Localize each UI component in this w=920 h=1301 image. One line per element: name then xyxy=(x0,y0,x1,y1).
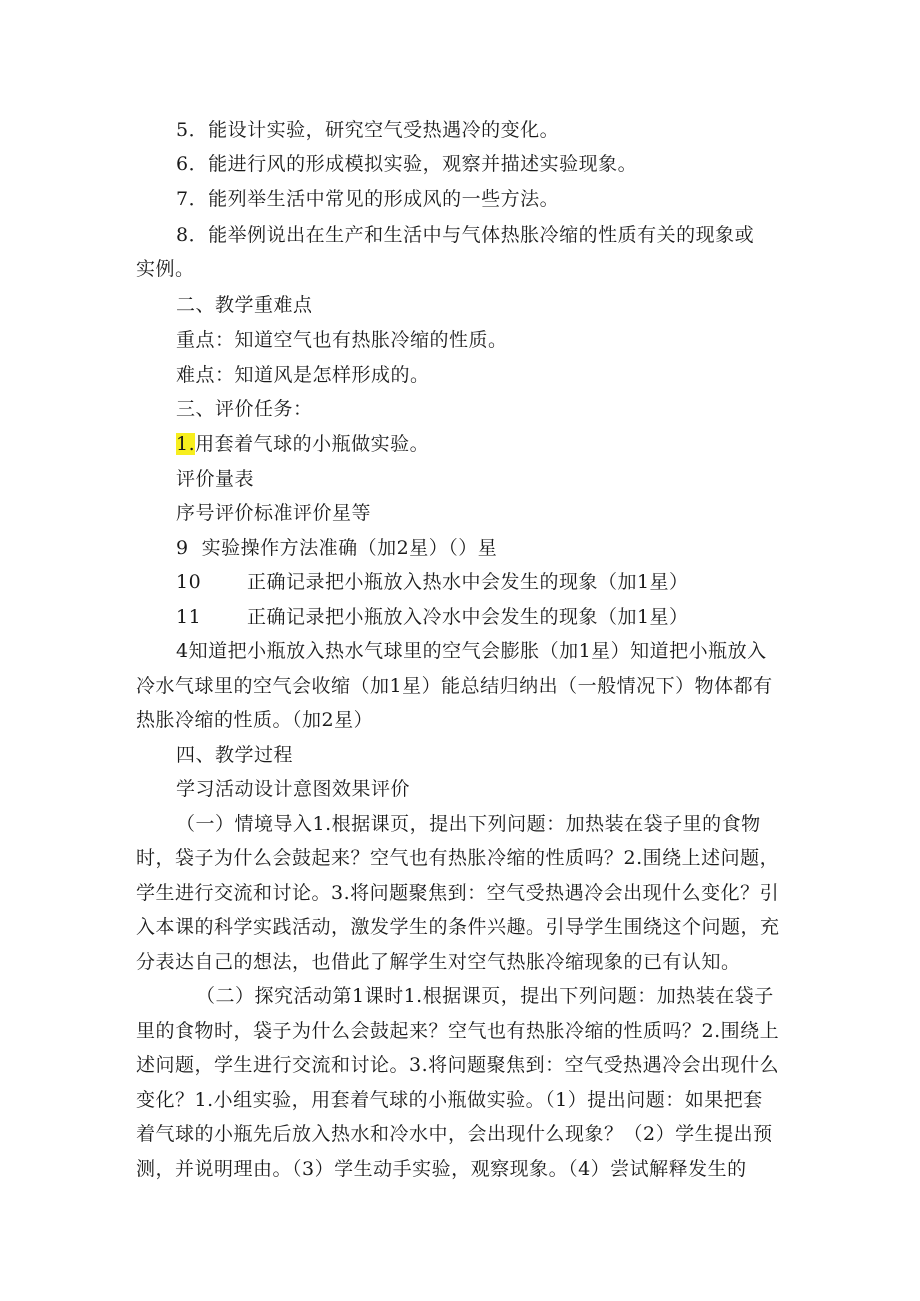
objective-6: 6．能进行风的形成模拟实验，观察并描述实验现象。 xyxy=(176,153,638,175)
rubric-header: 序号评价标准评价星等 xyxy=(176,502,372,524)
rubric-row-4-line2: 冷水气球里的空气会收缩（加1星）能总结归纳出（一般情况下）物体都有 xyxy=(136,675,773,697)
section-heading-difficulties: 二、教学重难点 xyxy=(176,294,313,316)
rubric-title: 评价量表 xyxy=(176,468,255,490)
para2-line2: 里的食物时，袋子为什么会鼓起来？空气也有热胀冷缩的性质吗？2.围绕上 xyxy=(136,1020,780,1042)
para1-line3: 学生进行交流和讨论。3.将问题聚焦到：空气受热遇冷会出现什么变化？引 xyxy=(136,882,780,904)
rubric-row-4-line1: 4知道把小瓶放入热水气球里的空气会膨胀（加1星）知道把小瓶放入 xyxy=(176,640,767,662)
process-table-header: 学习活动设计意图效果评价 xyxy=(176,778,411,800)
objective-8-cont: 实例。 xyxy=(136,258,195,280)
rubric-row-10: 10 正确记录把小瓶放入热水中会发生的现象（加1星） xyxy=(176,571,689,593)
objective-7: 7．能列举生活中常见的形成风的一些方法。 xyxy=(176,188,560,210)
para2-line4: 变化？1.小组实验，用套着气球的小瓶做实验。（1）提出问题：如果把套 xyxy=(136,1089,763,1111)
section-heading-evaluation: 三、评价任务： xyxy=(176,398,313,420)
objective-5: 5．能设计实验，研究空气受热遇冷的变化。 xyxy=(176,119,560,141)
objective-8: 8．能举例说出在生产和生活中与气体热胀冷缩的性质有关的现象或 xyxy=(176,224,755,246)
para1-line2: 时，袋子为什么会鼓起来？空气也有热胀冷缩的性质吗？2.围绕上述问题， xyxy=(136,847,780,869)
evaluation-task-1 xyxy=(176,431,429,457)
para2-line1: （二）探究活动第1课时1.根据课页，提出下列问题：加热装在袋子 xyxy=(196,985,774,1007)
highlighted-task-number: 1. xyxy=(176,433,196,455)
para1-line1: （一）情境导入1.根据课页，提出下列问题：加热装在袋子里的食物 xyxy=(176,813,761,835)
rubric-row-4-line3: 热胀冷缩的性质。（加2星） xyxy=(136,709,374,731)
para2-line6: 测，并说明理由。（3）学生动手实验，观察现象。（4）尝试解释发生的 xyxy=(136,1158,747,1180)
para2-line3: 述问题，学生进行交流和讨论。3.将问题聚焦到：空气受热遇冷会出现什么 xyxy=(136,1054,780,1076)
rubric-row-9: 9 实验操作方法准确（加2星）（）星 xyxy=(176,537,498,559)
section-heading-process: 四、教学过程 xyxy=(176,744,294,766)
rubric-row-11: 11 正确记录把小瓶放入冷水中会发生的现象（加1星） xyxy=(176,606,689,628)
task-text: 用套着气球的小瓶做实验。 xyxy=(195,433,430,455)
key-point: 重点：知道空气也有热胀冷缩的性质。 xyxy=(176,329,508,351)
difficulty-point: 难点：知道风是怎样形成的。 xyxy=(176,364,430,386)
para1-line5: 分表达自己的想法，也借此了解学生对空气热胀冷缩现象的已有认知。 xyxy=(136,951,741,973)
para2-line5: 着气球的小瓶先后放入热水和冷水中，会出现什么现象？（2）学生提出预 xyxy=(136,1123,773,1145)
para1-line4: 入本课的科学实践活动，激发学生的条件兴趣。引导学生围绕这个问题，充 xyxy=(136,916,780,938)
